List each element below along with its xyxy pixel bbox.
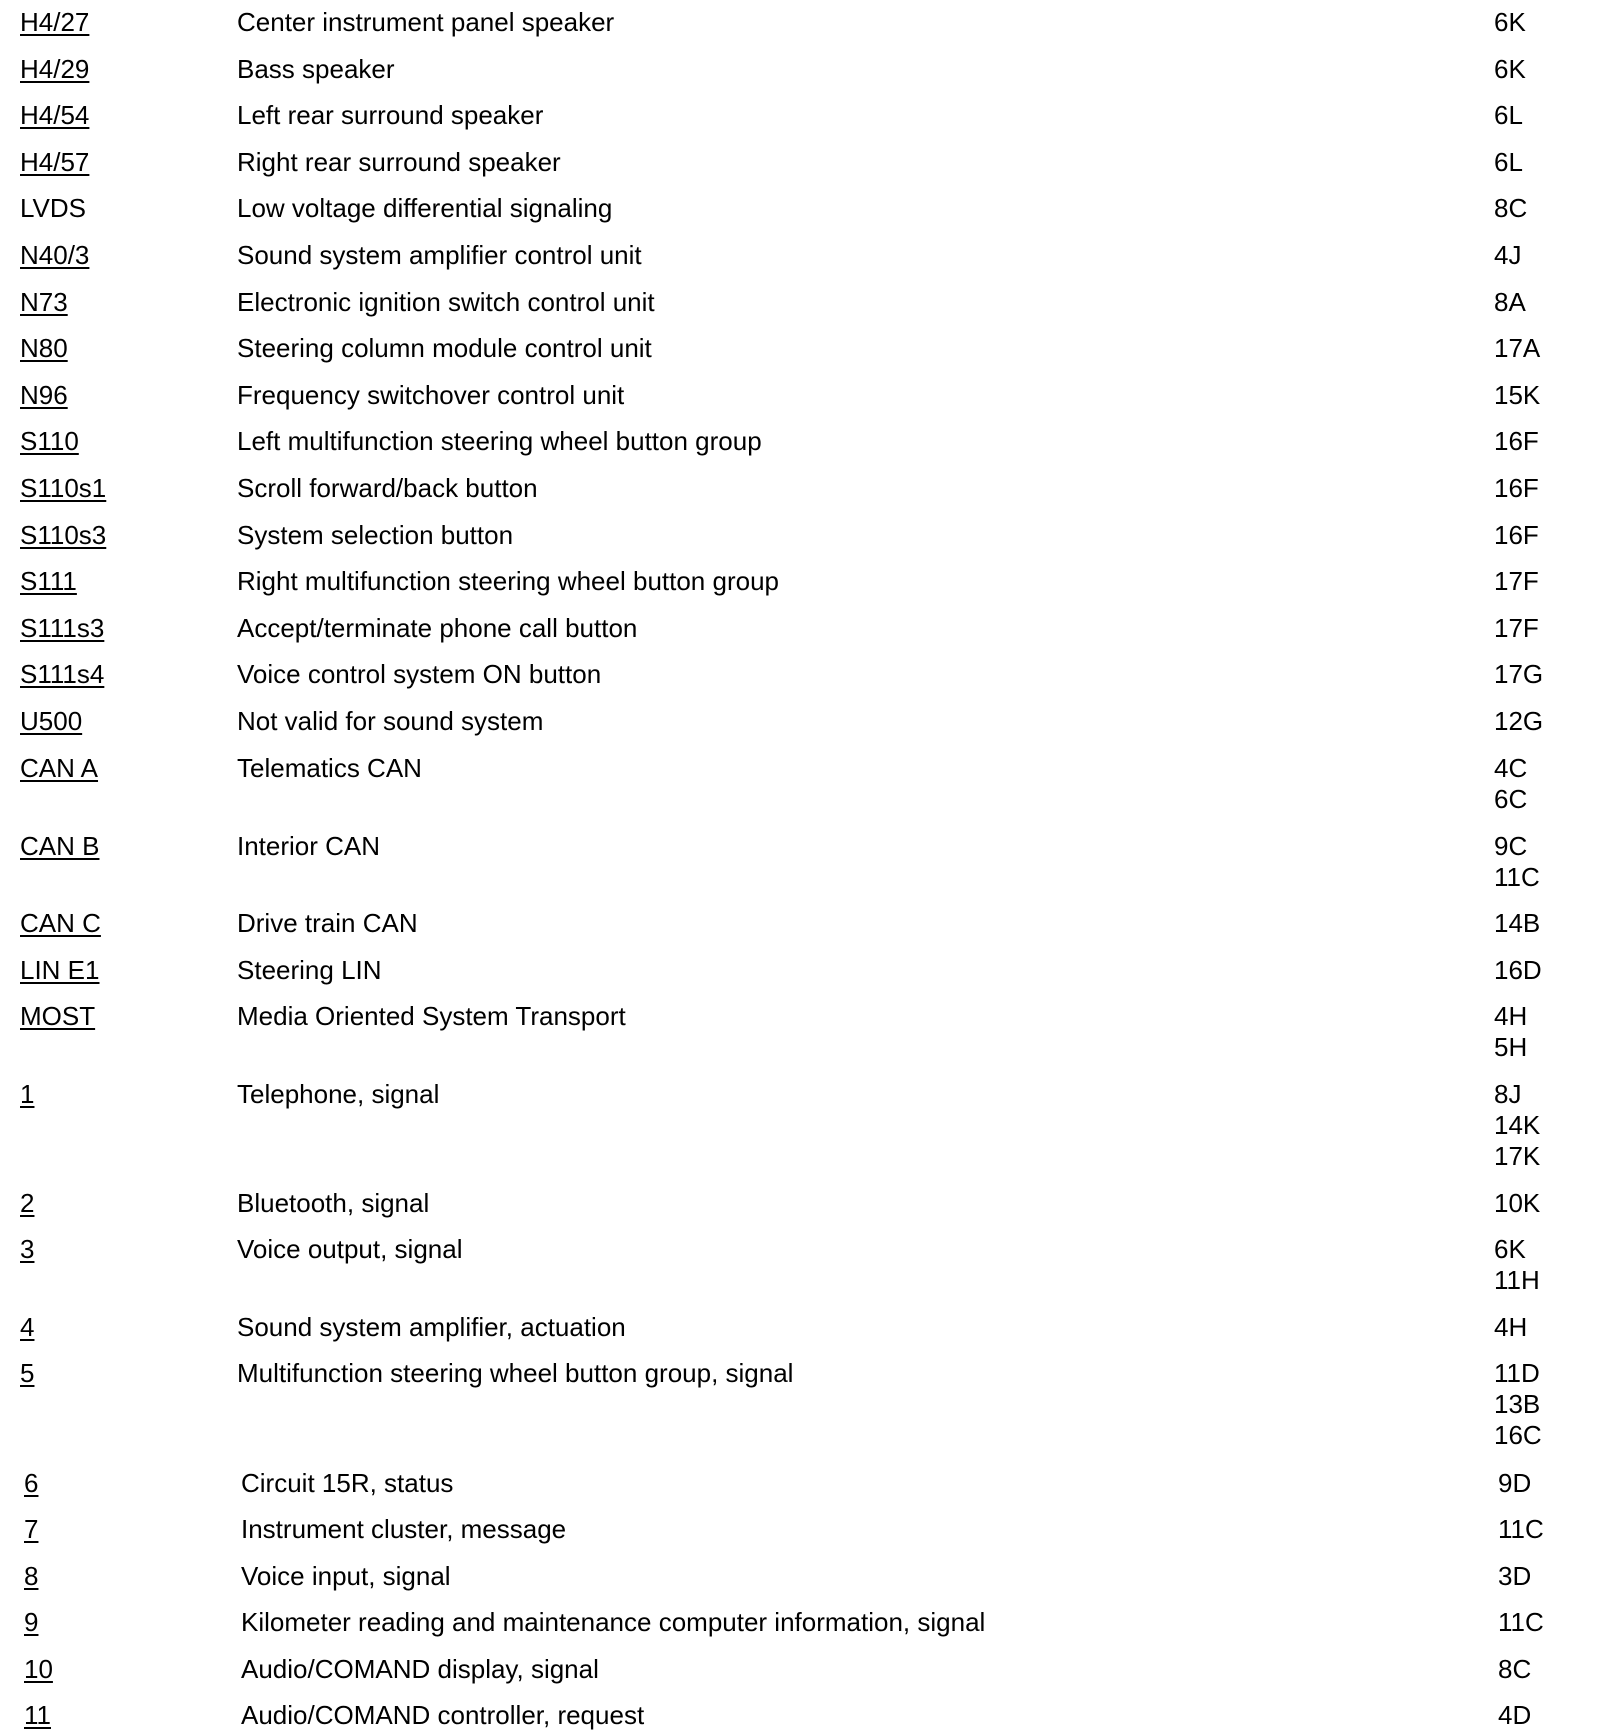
component-description: Low voltage differential signaling — [237, 193, 613, 223]
grid-reference: 9D — [1498, 1468, 1532, 1498]
component-description: Sound system amplifier, actuation — [237, 1312, 626, 1342]
component-description: Bluetooth, signal — [237, 1188, 430, 1218]
grid-references — [1494, 7, 1526, 38]
grid-references — [1494, 613, 1539, 644]
grid-references — [1498, 1561, 1531, 1592]
grid-references — [1494, 287, 1526, 318]
grid-references — [1494, 193, 1527, 224]
grid-reference: 6K — [1494, 54, 1526, 84]
component-description: Voice output, signal — [237, 1234, 463, 1264]
grid-references — [1494, 955, 1542, 986]
component-code[interactable]: 4 — [20, 1312, 35, 1342]
grid-reference: 4H — [1494, 1312, 1528, 1342]
grid-reference: 14B — [1494, 908, 1541, 938]
grid-references — [1494, 380, 1540, 411]
grid-references — [1494, 240, 1521, 271]
component-description: Center instrument panel speaker — [237, 7, 615, 37]
grid-references — [1498, 1607, 1544, 1638]
grid-reference: 8J — [1494, 1079, 1522, 1109]
component-code[interactable]: S110 — [20, 426, 79, 456]
grid-reference: 11C — [1498, 1607, 1544, 1637]
grid-references — [1494, 333, 1540, 364]
grid-references — [1494, 54, 1526, 85]
component-code[interactable]: N80 — [20, 333, 68, 363]
grid-references — [1494, 659, 1543, 690]
component-code[interactable]: CAN A — [20, 753, 99, 783]
component-code[interactable]: 6 — [24, 1468, 39, 1498]
grid-reference: 14K — [1494, 1110, 1541, 1140]
component-code[interactable]: CAN B — [20, 831, 100, 861]
grid-references — [1494, 706, 1543, 737]
component-description: Left rear surround speaker — [237, 100, 544, 130]
grid-references — [1494, 831, 1540, 893]
grid-reference: 8C — [1494, 193, 1528, 223]
component-code[interactable]: 1 — [20, 1079, 35, 1109]
component-description: Right multifunction steering wheel button group — [237, 566, 779, 596]
component-code[interactable]: N40/3 — [20, 240, 90, 270]
grid-reference: 11D — [1494, 1358, 1540, 1388]
grid-reference: 3D — [1498, 1561, 1532, 1591]
component-description: Sound system amplifier control unit — [237, 240, 642, 270]
grid-reference: 17G — [1494, 659, 1544, 689]
grid-reference: 6L — [1494, 100, 1523, 130]
grid-reference: 12G — [1494, 706, 1544, 736]
component-code[interactable]: H4/27 — [20, 7, 90, 37]
component-description: Steering LIN — [237, 955, 382, 985]
grid-reference: 17F — [1494, 566, 1539, 596]
component-description: Frequency switchover control unit — [237, 380, 625, 410]
grid-reference: 4D — [1498, 1700, 1532, 1730]
component-code[interactable]: H4/29 — [20, 54, 90, 84]
grid-references — [1498, 1700, 1531, 1731]
grid-references — [1494, 473, 1539, 504]
grid-reference: 6K — [1494, 7, 1526, 37]
grid-references — [1494, 908, 1540, 939]
component-description: Electronic ignition switch control unit — [237, 287, 655, 317]
component-code[interactable]: 10 — [24, 1654, 53, 1684]
component-code[interactable]: H4/57 — [20, 147, 90, 177]
grid-reference: 11H — [1494, 1265, 1540, 1295]
grid-references — [1498, 1514, 1544, 1545]
grid-references — [1494, 566, 1539, 597]
grid-reference: 10K — [1494, 1188, 1541, 1218]
component-code[interactable]: S111s3 — [20, 613, 105, 643]
grid-references — [1494, 100, 1523, 131]
component-description: Audio/COMAND display, signal — [241, 1654, 599, 1684]
grid-reference: 4J — [1494, 240, 1522, 270]
component-description: Interior CAN — [237, 831, 381, 861]
component-code[interactable]: H4/54 — [20, 100, 90, 130]
grid-reference: 16F — [1494, 520, 1539, 550]
grid-reference: 8A — [1494, 287, 1526, 317]
component-description: Left multifunction steering wheel button group — [237, 426, 762, 456]
component-description: Right rear surround speaker — [237, 147, 561, 177]
grid-references — [1494, 520, 1539, 551]
grid-reference: 16C — [1494, 1420, 1542, 1450]
grid-reference: 17F — [1494, 613, 1539, 643]
component-code[interactable]: 9 — [24, 1607, 39, 1637]
component-code[interactable]: S110s1 — [20, 473, 107, 503]
grid-reference: 13B — [1494, 1389, 1541, 1419]
component-code[interactable]: 3 — [20, 1234, 35, 1264]
component-description: Media Oriented System Transport — [237, 1001, 626, 1031]
grid-references — [1494, 1001, 1527, 1063]
component-description: Bass speaker — [237, 54, 395, 84]
component-code[interactable]: 8 — [24, 1561, 39, 1591]
grid-references — [1494, 426, 1539, 457]
grid-references — [1494, 1358, 1542, 1451]
component-description: Audio/COMAND controller, request — [241, 1700, 645, 1730]
component-description: Accept/terminate phone call button — [237, 613, 638, 643]
component-code[interactable]: N96 — [20, 380, 68, 410]
grid-references — [1494, 147, 1523, 178]
component-description: Instrument cluster, message — [241, 1514, 567, 1544]
grid-reference: 11C — [1498, 1514, 1544, 1544]
component-code[interactable]: CAN C — [20, 908, 101, 938]
component-description: Kilometer reading and maintenance computer information, signal — [241, 1607, 986, 1637]
grid-references — [1498, 1468, 1531, 1499]
grid-reference: 4C — [1494, 753, 1528, 783]
grid-references — [1494, 1312, 1527, 1343]
component-description: System selection button — [237, 520, 514, 550]
component-code: LVDS — [20, 193, 86, 223]
grid-references — [1498, 1654, 1531, 1685]
component-code[interactable]: S110s3 — [20, 520, 107, 550]
grid-reference: 15K — [1494, 380, 1541, 410]
grid-references — [1494, 1188, 1540, 1219]
component-code[interactable]: MOST — [20, 1001, 96, 1031]
grid-reference: 11C — [1494, 862, 1540, 892]
component-code[interactable]: S111 — [20, 566, 77, 596]
component-description: Drive train CAN — [237, 908, 418, 938]
component-code[interactable]: S111s4 — [20, 659, 105, 689]
component-code[interactable]: 2 — [20, 1188, 35, 1218]
grid-reference: 16F — [1494, 473, 1539, 503]
component-code[interactable]: U500 — [20, 706, 83, 736]
grid-reference: 9C — [1494, 831, 1528, 861]
component-description: Not valid for sound system — [237, 706, 544, 736]
grid-reference: 6K — [1494, 1234, 1526, 1264]
component-description: Telematics CAN — [237, 753, 422, 783]
grid-reference: 4H — [1494, 1001, 1528, 1031]
grid-reference: 8C — [1498, 1654, 1532, 1684]
component-code[interactable]: LIN E1 — [20, 955, 100, 985]
grid-references — [1494, 1079, 1540, 1172]
component-description: Steering column module control unit — [237, 333, 652, 363]
component-description: Multifunction steering wheel button group, signal — [237, 1358, 794, 1388]
grid-reference: 5H — [1494, 1032, 1528, 1062]
grid-reference: 17A — [1494, 333, 1541, 363]
grid-reference: 6C — [1494, 784, 1528, 814]
grid-reference: 6L — [1494, 147, 1523, 177]
component-description: Scroll forward/back button — [237, 473, 538, 503]
grid-reference: 16F — [1494, 426, 1539, 456]
grid-reference: 16D — [1494, 955, 1542, 985]
component-code[interactable]: 11 — [24, 1700, 51, 1730]
component-description: Telephone, signal — [237, 1079, 440, 1109]
grid-references — [1494, 1234, 1540, 1296]
component-code[interactable]: 5 — [20, 1358, 35, 1388]
component-description: Voice control system ON button — [237, 659, 602, 689]
component-code[interactable]: N73 — [20, 287, 68, 317]
grid-reference: 17K — [1494, 1141, 1541, 1171]
component-description: Voice input, signal — [241, 1561, 451, 1591]
component-description: Circuit 15R, status — [241, 1468, 454, 1498]
component-code[interactable]: 7 — [24, 1514, 39, 1544]
grid-references — [1494, 753, 1527, 815]
